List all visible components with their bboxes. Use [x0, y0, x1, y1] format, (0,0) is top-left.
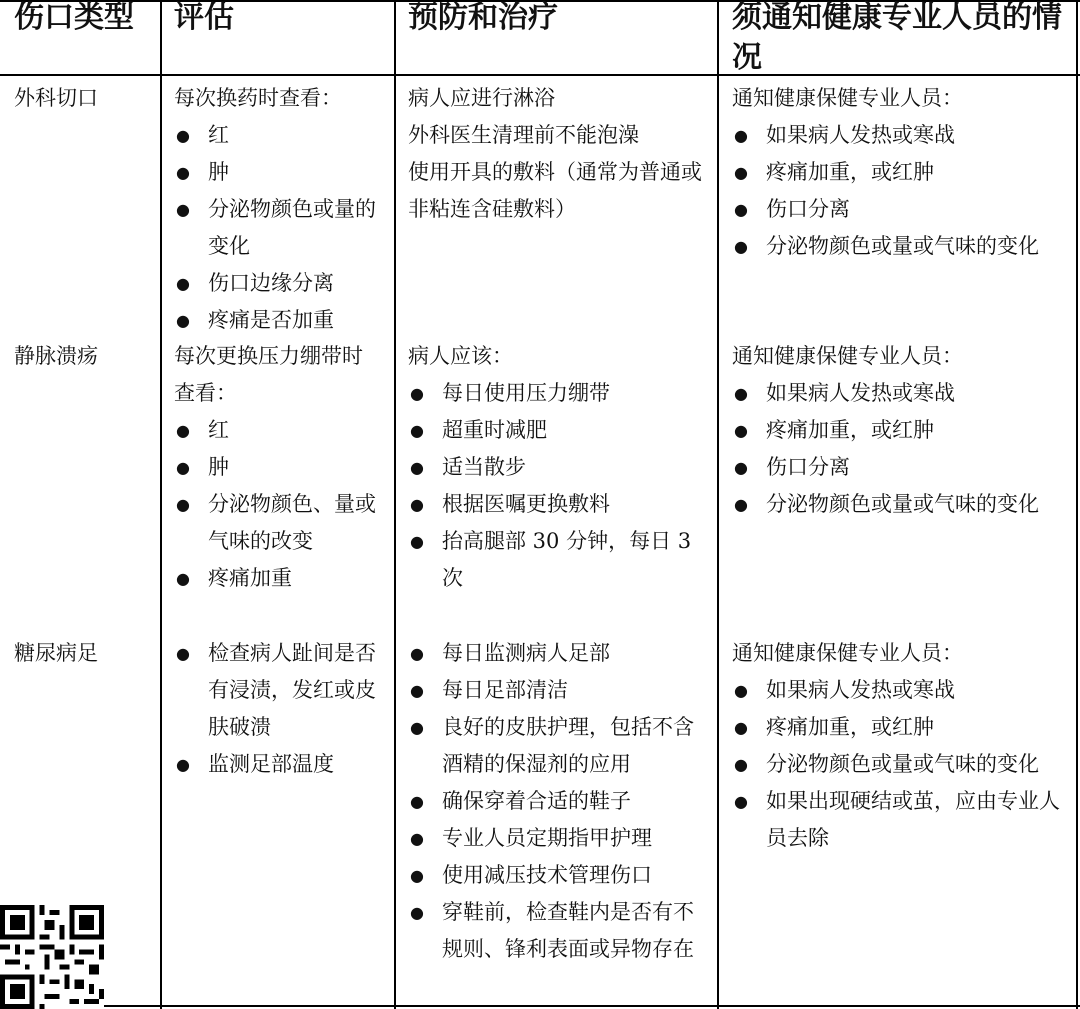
- bullet-icon: ●: [734, 384, 748, 403]
- list-item-text: 分泌物颜色或量或气味的变化: [766, 492, 1039, 516]
- list-item-text: 疼痛加重，或红肿: [766, 418, 934, 442]
- list-item-text: 伤口分离: [766, 455, 850, 479]
- cell-intro-text: 病人应该：: [408, 344, 513, 368]
- cell-line-text: 外科医生清理前不能泡澡: [408, 123, 639, 147]
- list-item: [732, 117, 1068, 154]
- list-item: [174, 449, 380, 486]
- table-cell-assessment: [174, 80, 380, 339]
- cell-line-text: 病人应进行淋浴: [408, 86, 555, 110]
- table-cell-notify: [732, 635, 1068, 857]
- list-item-text: 红: [208, 123, 229, 147]
- table-cell-notify: [732, 80, 1068, 265]
- cell-line-text: 使用开具的敷料（通常为普通或非粘连含硅敷料）: [408, 160, 702, 221]
- bullet-icon: ●: [176, 274, 190, 293]
- list-item: [732, 783, 1068, 857]
- list-item-text: 肿: [208, 160, 229, 184]
- bullet-icon: ●: [734, 495, 748, 514]
- table-cell-type: [14, 635, 154, 672]
- list-item: [408, 709, 710, 783]
- bullet-icon: ●: [734, 237, 748, 256]
- list-item: [174, 486, 380, 560]
- list-item-text: 适当散步: [442, 455, 526, 479]
- list-item: [174, 412, 380, 449]
- list-item-text: 每日监测病人足部: [442, 641, 610, 665]
- bullet-list: [174, 635, 380, 783]
- list-item-text: 监测足部温度: [208, 752, 334, 776]
- list-item-text: 分泌物颜色或量的变化: [208, 197, 376, 258]
- list-item-text: 如果病人发热或寒战: [766, 123, 955, 147]
- list-item-text: 抬高腿部 30 分钟，每日 3 次: [442, 529, 692, 590]
- list-item-text: 疼痛加重: [208, 566, 292, 590]
- header-treatment: 预防和治疗: [408, 0, 558, 35]
- qr-code-icon: [0, 905, 104, 1009]
- bullet-list: [732, 117, 1068, 265]
- cell-intro-text: 通知健康保健专业人员：: [732, 641, 963, 665]
- bullet-icon: ●: [734, 718, 748, 737]
- bullet-icon: ●: [410, 681, 424, 700]
- list-item: [732, 449, 1068, 486]
- bullet-icon: ●: [410, 421, 424, 440]
- list-item: [174, 265, 380, 302]
- bullet-icon: ●: [410, 829, 424, 848]
- bullet-icon: ●: [410, 792, 424, 811]
- column-divider: [160, 0, 162, 1009]
- list-item: [174, 746, 380, 783]
- list-item-text: 疼痛是否加重: [208, 308, 334, 332]
- table-cell-assessment: [174, 338, 380, 597]
- list-item-text: 每日使用压力绷带: [442, 381, 610, 405]
- list-item: [408, 449, 710, 486]
- bullet-icon: ●: [734, 755, 748, 774]
- list-item: [408, 412, 710, 449]
- bullet-icon: ●: [176, 200, 190, 219]
- bullet-list: [408, 635, 710, 968]
- bullet-list: [408, 375, 710, 597]
- list-item: [732, 191, 1068, 228]
- list-item-text: 疼痛加重，或红肿: [766, 160, 934, 184]
- list-item-text: 红: [208, 418, 229, 442]
- bullet-icon: ●: [410, 866, 424, 885]
- bullet-icon: ●: [734, 458, 748, 477]
- list-item: [732, 746, 1068, 783]
- list-item: [732, 375, 1068, 412]
- list-item-text: 如果病人发热或寒战: [766, 678, 955, 702]
- table-bottom-border: [0, 1005, 1080, 1007]
- cell-intro-text: 每次更换压力绷带时查看：: [174, 344, 363, 405]
- bullet-icon: ●: [176, 569, 190, 588]
- list-item: [174, 302, 380, 339]
- table-cell-assessment: [174, 635, 380, 783]
- list-item-text: 穿鞋前，检查鞋内是否有不规则、锋利表面或异物存在: [442, 900, 694, 961]
- list-item: [408, 486, 710, 523]
- list-item: [174, 154, 380, 191]
- list-item: [174, 560, 380, 597]
- header-assessment: 评估: [174, 0, 234, 35]
- list-item: [408, 523, 710, 597]
- list-item: [408, 820, 710, 857]
- list-item-text: 分泌物颜色或量或气味的变化: [766, 234, 1039, 258]
- bullet-icon: ●: [410, 384, 424, 403]
- bullet-icon: ●: [410, 458, 424, 477]
- table-cell-treatment: [408, 80, 710, 228]
- cell-intro-text: 通知健康保健专业人员：: [732, 344, 963, 368]
- bullet-icon: ●: [410, 495, 424, 514]
- bullet-icon: ●: [176, 163, 190, 182]
- list-item: [732, 154, 1068, 191]
- column-divider: [394, 0, 396, 1009]
- column-divider: [1076, 0, 1078, 1009]
- bullet-icon: ●: [734, 200, 748, 219]
- header-notify: 须通知健康专业人员的情况: [732, 0, 1062, 75]
- cell-intro-text: 通知健康保健专业人员：: [732, 86, 963, 110]
- list-item-text: 检查病人趾间是否有浸渍，发红或皮肤破溃: [208, 641, 376, 739]
- list-item: [408, 857, 710, 894]
- list-item: [732, 709, 1068, 746]
- list-item: [732, 486, 1068, 523]
- list-item-text: 伤口边缘分离: [208, 271, 334, 295]
- bullet-icon: ●: [410, 903, 424, 922]
- list-item: [732, 672, 1068, 709]
- bullet-icon: ●: [176, 495, 190, 514]
- bullet-icon: ●: [176, 311, 190, 330]
- bullet-icon: ●: [410, 532, 424, 551]
- list-item: [408, 672, 710, 709]
- bullet-icon: ●: [176, 458, 190, 477]
- list-item-text: 专业人员定期指甲护理: [442, 826, 652, 850]
- bullet-icon: ●: [734, 163, 748, 182]
- bullet-icon: ●: [176, 126, 190, 145]
- list-item: [408, 635, 710, 672]
- list-item-text: 伤口分离: [766, 197, 850, 221]
- list-item: [174, 635, 380, 746]
- table-cell-type: [14, 80, 154, 117]
- list-item-text: 根据医嘱更换敷料: [442, 492, 610, 516]
- bullet-icon: ●: [410, 718, 424, 737]
- list-item-text: 分泌物颜色或量或气味的变化: [766, 752, 1039, 776]
- bullet-icon: ●: [734, 126, 748, 145]
- list-item-text: 每日足部清洁: [442, 678, 568, 702]
- bullet-icon: ●: [176, 644, 190, 663]
- list-item-text: 良好的皮肤护理，包括不含酒精的保湿剂的应用: [442, 715, 694, 776]
- wound-type-label: 糖尿病足: [14, 641, 98, 665]
- bullet-icon: ●: [176, 421, 190, 440]
- list-item: [732, 228, 1068, 265]
- list-item: [732, 412, 1068, 449]
- wound-type-label: 静脉溃疡: [14, 344, 98, 368]
- list-item: [408, 783, 710, 820]
- bullet-icon: ●: [734, 421, 748, 440]
- column-divider: [717, 0, 719, 1009]
- list-item-text: 分泌物颜色、量或气味的改变: [208, 492, 376, 553]
- list-item: [174, 191, 380, 265]
- bullet-icon: ●: [410, 644, 424, 663]
- table-cell-type: [14, 338, 154, 375]
- list-item: [408, 894, 710, 968]
- bullet-list: [174, 117, 380, 339]
- list-item-text: 如果病人发热或寒战: [766, 381, 955, 405]
- list-item-text: 确保穿着合适的鞋子: [442, 789, 631, 813]
- table-cell-notify: [732, 338, 1068, 523]
- list-item-text: 如果出现硬结或茧，应由专业人员去除: [766, 789, 1060, 850]
- bullet-list: [174, 412, 380, 597]
- bullet-icon: ●: [734, 792, 748, 811]
- table-cell-treatment: [408, 338, 710, 597]
- table-cell-treatment: [408, 635, 710, 968]
- list-item: [174, 117, 380, 154]
- list-item: [408, 375, 710, 412]
- list-item-text: 肿: [208, 455, 229, 479]
- cell-intro-text: 每次换药时查看：: [174, 86, 342, 110]
- list-item-text: 超重时减肥: [442, 418, 547, 442]
- list-item-text: 使用减压技术管理伤口: [442, 863, 652, 887]
- bullet-list: [732, 672, 1068, 857]
- list-item-text: 疼痛加重，或红肿: [766, 715, 934, 739]
- bullet-icon: ●: [176, 755, 190, 774]
- header-wound-type: 伤口类型: [14, 0, 134, 35]
- wound-type-label: 外科切口: [14, 86, 98, 110]
- bullet-list: [732, 375, 1068, 523]
- bullet-icon: ●: [734, 681, 748, 700]
